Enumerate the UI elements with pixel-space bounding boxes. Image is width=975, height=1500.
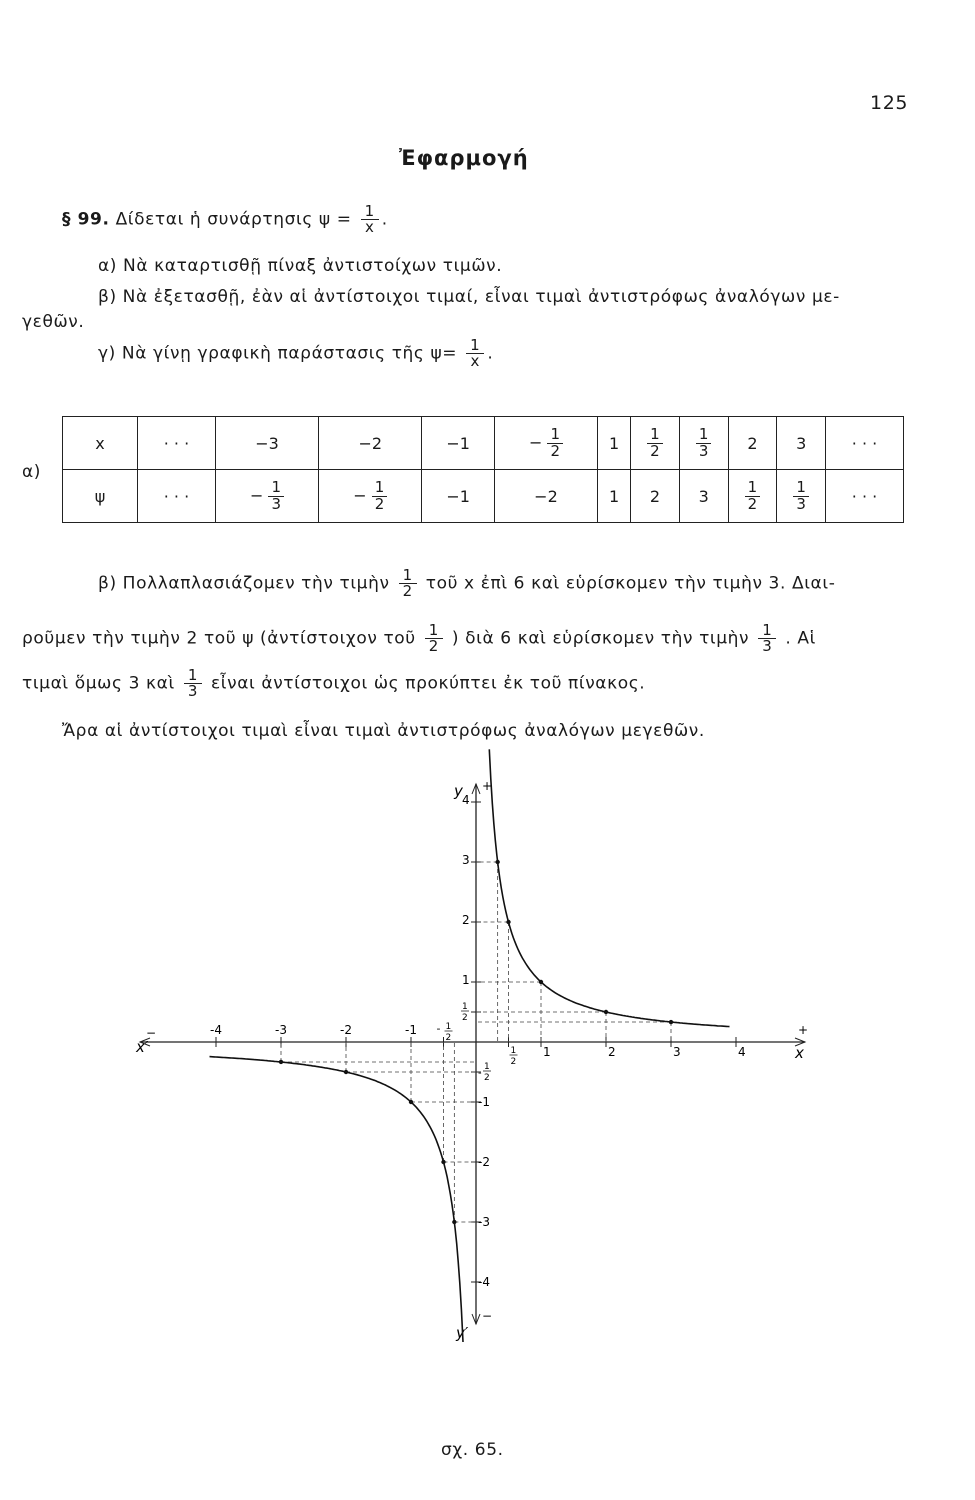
table-cell: −1 — [422, 470, 494, 523]
y-axis-plus: + — [482, 779, 493, 793]
problem-statement — [62, 204, 388, 235]
solution-text: ροῦμεν τὴν τιμὴν 2 τοῦ ψ (ἀντίστοιχον τοῦ — [22, 628, 416, 649]
solution-line-2 — [22, 623, 816, 654]
page-number: 125 — [870, 92, 909, 114]
x-tick-label: -4 — [210, 1023, 222, 1037]
fraction-denominator: 2 — [650, 441, 660, 460]
function-fraction — [361, 204, 379, 235]
fraction-denominator: 2 — [550, 441, 560, 460]
table-cell: 1 — [598, 417, 631, 470]
solution-text: β) Πολλαπλασιάζομεν τὴν τιμὴν — [98, 573, 390, 594]
table-cell: −3 — [215, 417, 318, 470]
inline-fraction — [399, 568, 417, 599]
x-tick-label: 1 — [543, 1045, 551, 1059]
x-axis-minus: − — [146, 1026, 157, 1040]
hyperbola-branch-positive — [489, 749, 729, 1026]
sign: − — [249, 485, 269, 505]
y-tick-label: -1 — [478, 1095, 490, 1109]
solution-text: εἶναι ἀντίστοιχοι ὡς προκύπτει ἐκ τοῦ πίνακος. — [210, 673, 646, 694]
solution-text: τοῦ x ἐπὶ 6 καὶ εὑρίσκομεν τὴν τιμὴν 3. Διαι- — [425, 573, 836, 594]
table-cell: · · · — [826, 470, 904, 523]
fraction-numerator: 1 — [547, 427, 563, 444]
fraction-numerator: 1 — [466, 338, 484, 354]
row-header-y: ψ — [63, 470, 138, 523]
cell-fraction — [696, 424, 712, 460]
fraction-numerator: 1 — [184, 668, 202, 684]
table-cell: 3 — [679, 470, 728, 523]
y-tick-frac-den: 2 — [484, 1073, 490, 1083]
table-cell — [631, 417, 680, 470]
fraction-denominator: 3 — [698, 441, 709, 460]
table-cell — [319, 470, 422, 523]
problem-given: Δίδεται ἡ συνάρτησις ψ = — [115, 209, 352, 230]
part-c-end: . — [487, 343, 494, 364]
solution-text: τιμαὶ ὅμως 3 καὶ — [22, 673, 175, 694]
data-point — [279, 1060, 283, 1064]
fraction-numerator: 1 — [745, 480, 761, 497]
table-cell: 2 — [728, 417, 777, 470]
x-tick-label: 4 — [738, 1045, 746, 1059]
fraction-denominator: 2 — [747, 494, 758, 513]
cell-fraction — [793, 477, 809, 513]
solution-text: ) διὰ 6 καὶ εὑρίσκομεν τὴν τιμὴν — [451, 628, 750, 649]
table-row-y — [63, 470, 904, 523]
data-point — [539, 980, 543, 984]
table-cell: · · · — [138, 470, 216, 523]
data-point — [409, 1100, 413, 1104]
hyperbola-branch-negative — [210, 1057, 464, 1342]
fraction-denominator: 3 — [796, 494, 806, 513]
hyperbola-graph — [0, 740, 975, 1430]
fraction-numerator: 1 — [399, 568, 417, 584]
fraction-numerator: 1 — [372, 480, 388, 497]
fraction-denominator: 2 — [374, 494, 385, 513]
section-heading: Ἐφαρμογή — [399, 146, 529, 170]
fraction-denominator: 3 — [762, 637, 773, 655]
table-row-x — [63, 417, 904, 470]
x-tick-label: -3 — [275, 1023, 287, 1037]
fraction-numerator: 1 — [361, 204, 379, 220]
y-axis-label: y — [454, 782, 463, 800]
inline-fraction — [758, 623, 776, 654]
y-tick-sign: - — [478, 1068, 482, 1079]
part-c — [98, 338, 493, 369]
data-point — [604, 1010, 608, 1014]
table-cell — [777, 470, 826, 523]
x-tick-frac-den: 2 — [445, 1033, 452, 1043]
fraction-denominator: 3 — [187, 682, 198, 700]
x-axis-label: x — [795, 1044, 804, 1062]
data-point — [441, 1160, 445, 1164]
y-tick-label: 3 — [462, 853, 470, 867]
table-cell: · · · — [826, 417, 904, 470]
part-b-line1: β) Νὰ ἐξετασθῇ, ἐὰν αἱ ἀντίστοιχοι τιμαί, εἶναι τιμαὶ ἀντιστρόφως ἀναλόγων με- — [98, 287, 840, 307]
x-tick-label: 3 — [673, 1045, 681, 1059]
fraction-numerator: 1 — [268, 480, 284, 497]
table-cell: 3 — [777, 417, 826, 470]
fraction-denominator: x — [470, 352, 480, 370]
cell-fraction — [745, 477, 761, 513]
problem-number: § 99. — [62, 209, 110, 230]
row-header-x: x — [63, 417, 138, 470]
solution-line-1 — [98, 568, 835, 599]
inline-fraction — [184, 668, 202, 699]
solution-line-4: Ἄρα αἱ ἀντίστοιχοι τιμαὶ εἶναι τιμαὶ ἀντιστρόφως ἀναλόγων μεγεθῶν. — [62, 721, 705, 741]
fraction-denominator: 3 — [271, 494, 282, 513]
data-point — [669, 1020, 673, 1024]
fraction-numerator: 1 — [696, 427, 712, 444]
part-c-text: γ) Νὰ γίνῃ γραφικὴ παράστασις τῆς ψ= — [98, 343, 458, 364]
y-tick-frac-num: 1 — [484, 1062, 490, 1072]
table-cell — [215, 470, 318, 523]
cell-fraction — [268, 477, 284, 513]
x-tick-sign: - — [436, 1022, 441, 1035]
table-cell — [728, 470, 777, 523]
part-a: α) Νὰ καταρτισθῇ πίναξ ἀντιστοίχων τιμῶν. — [98, 256, 503, 276]
cell-fraction — [647, 424, 663, 460]
fraction-numerator: 1 — [793, 480, 809, 497]
fraction-denominator: 2 — [428, 637, 439, 655]
sign: − — [528, 432, 548, 452]
data-point — [344, 1070, 348, 1074]
data-point — [506, 920, 510, 924]
x-axis-neg-label: x′ — [136, 1038, 149, 1056]
problem-period: . — [381, 209, 388, 230]
y-tick-label: 4 — [462, 793, 470, 807]
part-b-line2: γεθῶν. — [22, 312, 85, 332]
table-cell: −2 — [319, 417, 422, 470]
y-axis-neg-label: y′ — [456, 1324, 469, 1342]
x-tick-label: 2 — [608, 1045, 616, 1059]
inline-fraction — [425, 623, 443, 654]
y-tick-label: 1 — [462, 973, 470, 987]
table-cell — [679, 417, 728, 470]
x-tick-label: -2 — [340, 1023, 352, 1037]
y-tick-frac-den: 2 — [462, 1013, 468, 1023]
table-cell — [494, 417, 597, 470]
data-point — [452, 1220, 456, 1224]
y-axis-minus: − — [482, 1309, 493, 1323]
value-table — [62, 416, 904, 523]
function-fraction — [466, 338, 484, 369]
y-tick-label: 2 — [462, 913, 470, 927]
x-axis-plus: + — [798, 1023, 809, 1037]
x-tick-label: -1 — [405, 1023, 417, 1037]
x-tick-frac-den: 2 — [510, 1057, 517, 1067]
sign: − — [353, 485, 372, 505]
fraction-numerator: 1 — [647, 427, 663, 444]
y-tick-label: -2 — [478, 1155, 490, 1169]
solution-text: . Αἱ — [785, 628, 816, 649]
x-tick-frac-num: 1 — [510, 1046, 517, 1056]
cell-fraction — [547, 424, 563, 460]
fraction-denominator: x — [364, 218, 375, 236]
table-cell: −1 — [422, 417, 494, 470]
y-tick-label: -4 — [478, 1275, 490, 1289]
y-tick-label: -3 — [478, 1215, 490, 1229]
table-cell: · · · — [138, 417, 216, 470]
fraction-numerator: 1 — [425, 623, 443, 639]
table-label: α) — [22, 462, 42, 482]
fraction-denominator: 2 — [402, 582, 413, 600]
x-tick-frac-num: 1 — [445, 1022, 452, 1032]
y-tick-frac-num: 1 — [462, 1002, 468, 1012]
table-cell: 1 — [598, 470, 631, 523]
solution-line-3 — [22, 668, 645, 699]
data-point — [495, 860, 499, 864]
cell-fraction — [372, 477, 388, 513]
table-cell: 2 — [631, 470, 680, 523]
fraction-numerator: 1 — [758, 623, 776, 639]
figure-caption: σχ. 65. — [441, 1440, 504, 1460]
table-cell: −2 — [494, 470, 597, 523]
